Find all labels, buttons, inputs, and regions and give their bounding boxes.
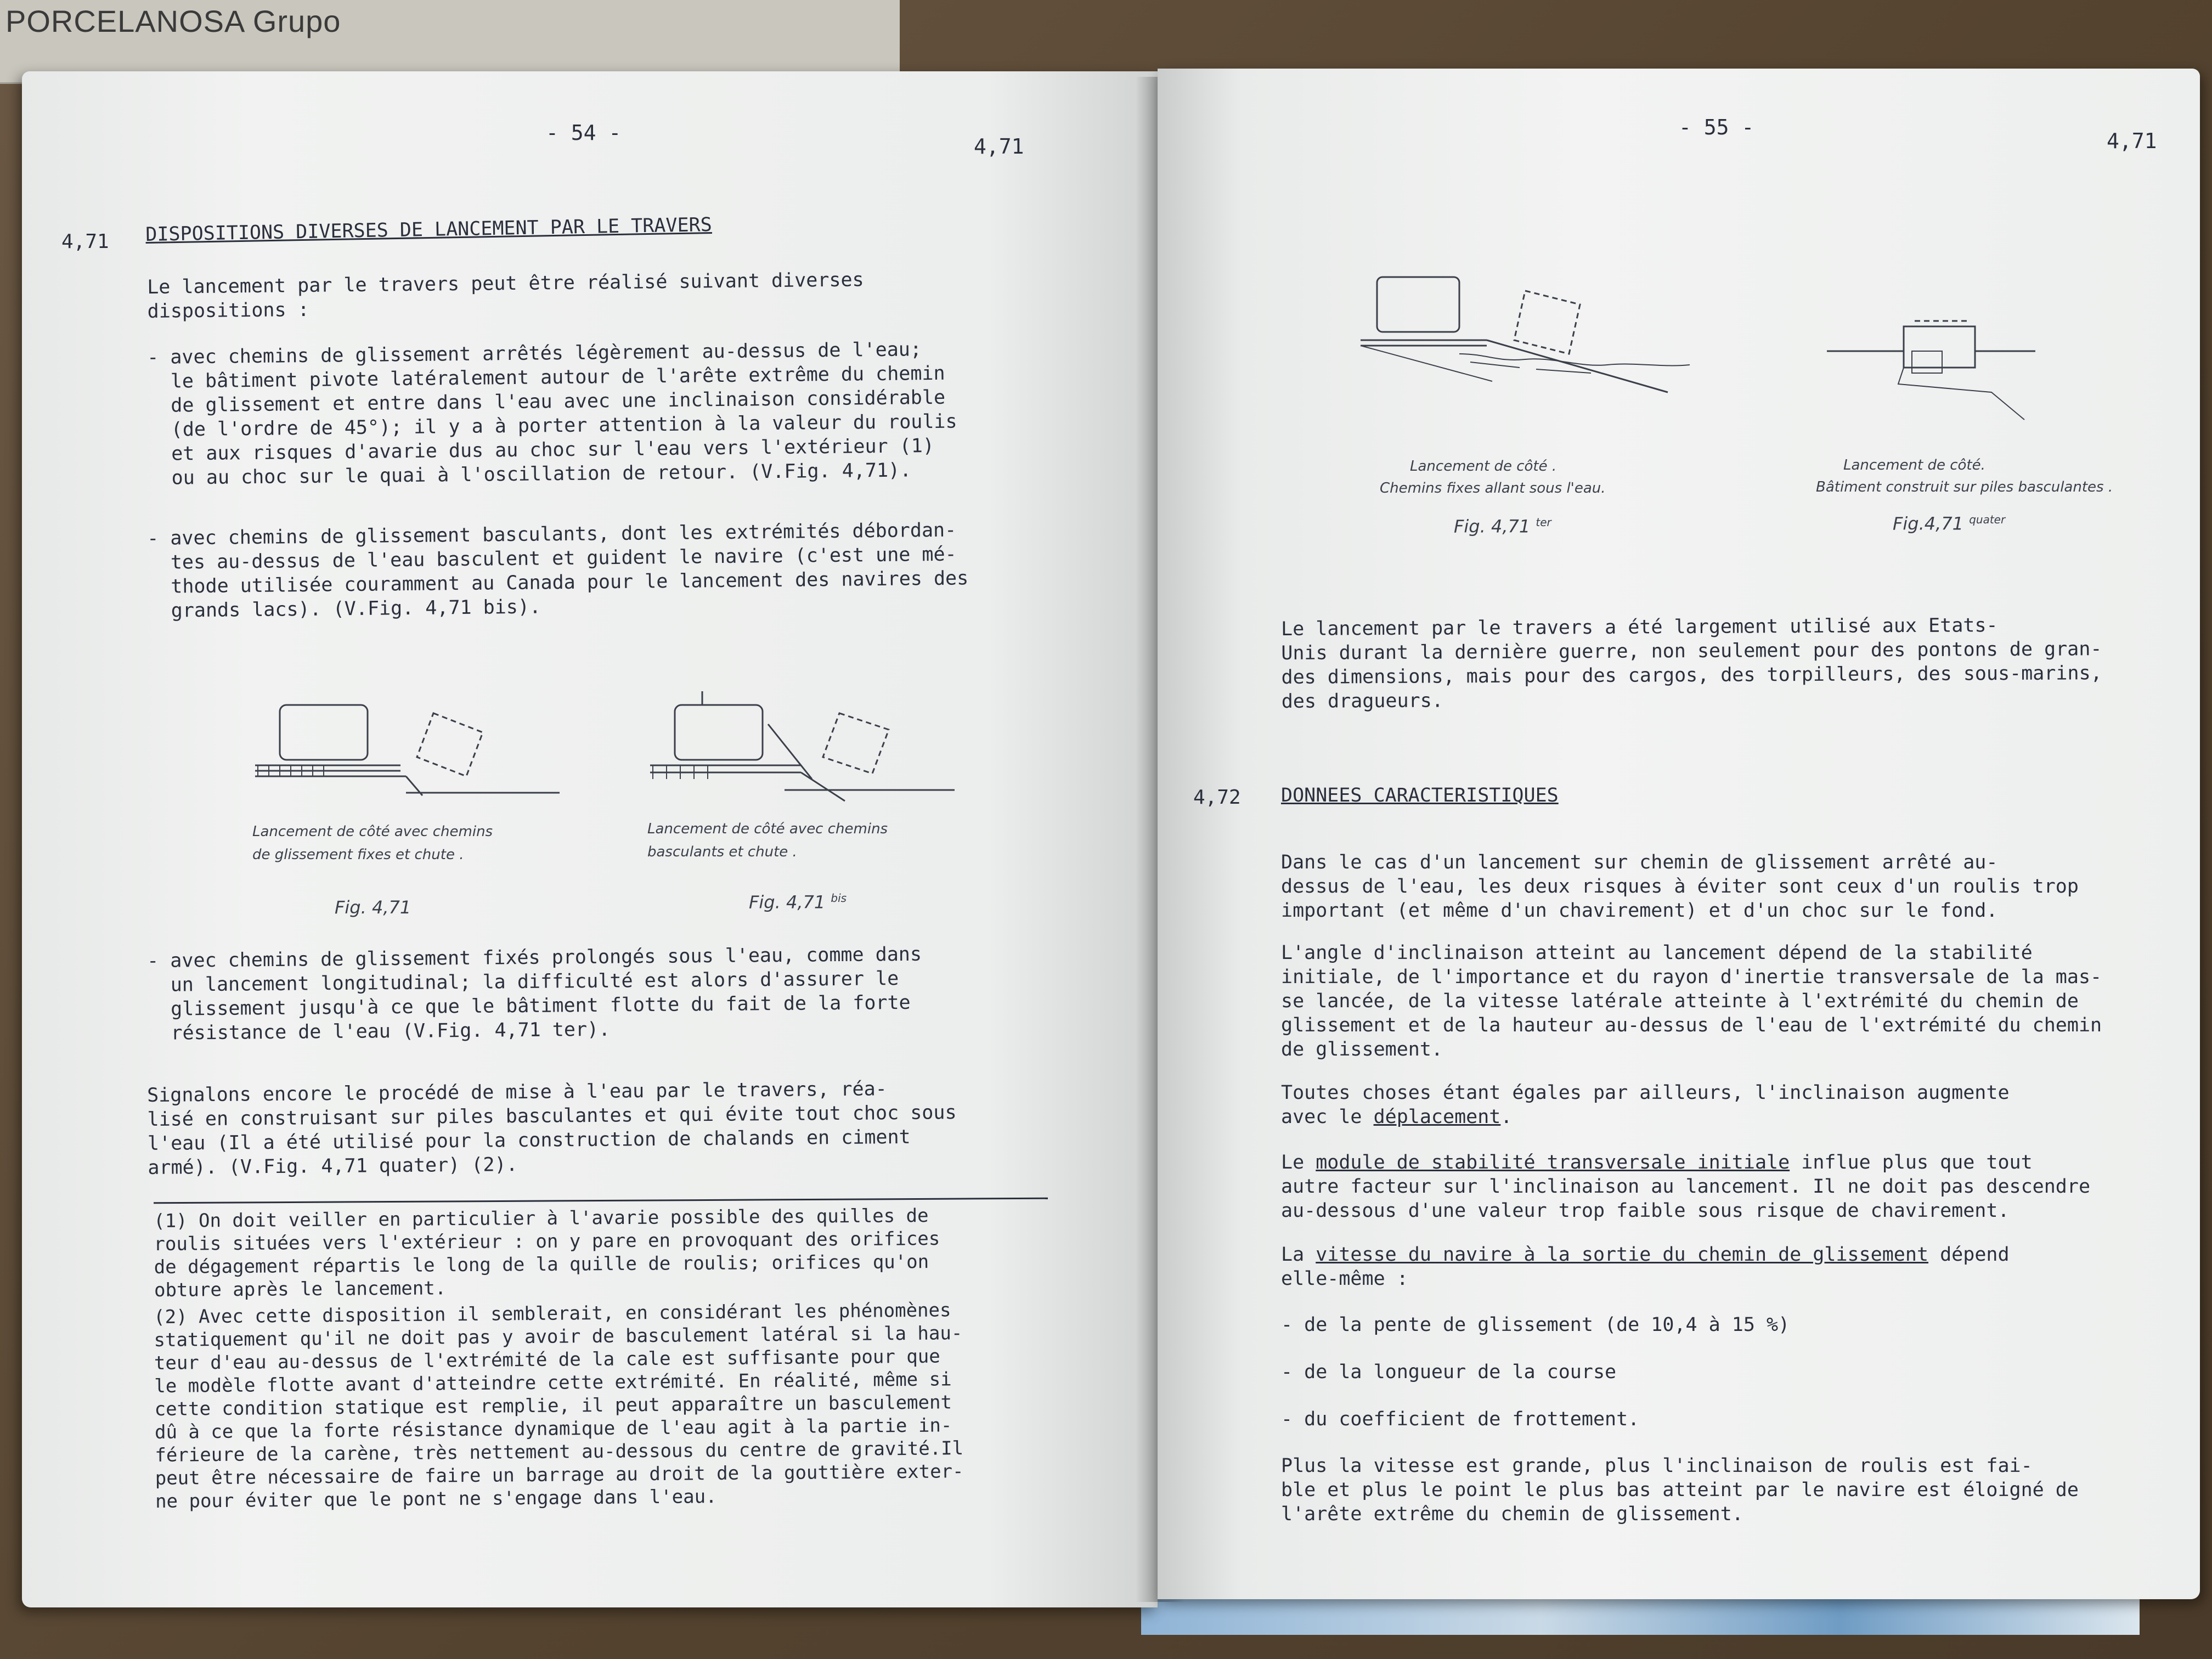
left-page [22, 71, 1158, 1607]
figure-4-71-ter-caption-2: Chemins fixes allant sous l'eau. [1380, 480, 1606, 496]
list-item-pente: - de la pente de glissement (de 10,4 à 15 %) [1281, 1314, 1790, 1336]
list-item-frottement: - du coefficient de frottement. [1281, 1408, 1640, 1430]
figure-4-71-quater-label [1893, 513, 2005, 534]
section-title: DONNEES CARACTERISTIQUES [1281, 785, 1559, 806]
paragraph-usa: Le lancement par le travers a été largement utilisé aux Etats- Unis durant la dernière guerre, non seulement pour des pontons de gran- des dimensions, mais pour des cargos, des torpilleurs, des sous-marins, des dragueurs. [1281, 614, 2102, 713]
page-number: - 54 - [546, 121, 622, 145]
footnote-2: (2) Avec cette disposition il semblerait, en considérant les phénomènes statiquement qu'il ne doit pas y avoir de basculement latéral si la hau- teur d'eau au-dessus de l'extrémité de la cale est suffisante pour que le modèle flotte avant d'atteindre cette extrémité. En réalité, même si cette condition statique est remplie, il peut apparaître un basculement dû à ce que la forte résistance dynamique de l'eau agit à la partie in- férieure de la carène, très nettement au-dessous du centre de gravité.Il peut être nécessaire de faire un barrage au droit de la gouttière exter- ne pour éviter que le pont ne s'engage dans l'eau. [154, 1299, 964, 1513]
page-ref: 4,71 [974, 134, 1024, 159]
figure-4-71-ter-caption-1: Lancement de côté . [1410, 458, 1557, 475]
paragraph-angle: L'angle d'inclinaison atteint au lancement dépend de la stabilité initiale, de l'importance et du rayon d'inertie transversale de la mas- se lancée, de la vitesse latérale atteinte à l'extrémité du chemin de glissement et de la hauteur au-dessus de l'eau de l'extrémité du chemin de glissement. [1281, 942, 2102, 1060]
figure-4-71-ter-label-text: Fig. 4,71 [1454, 516, 1531, 537]
toutes-line-2c: . [1500, 1106, 1513, 1128]
section-number: 4,71 [61, 230, 109, 253]
footnote-1: (1) On doit veiller en particulier à l'avarie possible des quilles de roulis situées vers l'extérieur : on y pare en provoquant des orifices de dégagement répartis le long de la quille de roulis; orifices qu'on obture après le lancement. [154, 1205, 940, 1301]
module-rest: autre facteur sur l'inclinaison au lancement. Il ne doit pas descendre au-dessous d'une valeur trop faible sous risque de chavirement. [1281, 1176, 2091, 1222]
paragraph-plus: Plus la vitesse est grande, plus l'inclinaison de roulis est fai- ble et plus le point le plus bas atteint par le navire est éloigné de l'arête extrême du chemin de glissement. [1281, 1455, 2079, 1525]
paragraph-toutes [1281, 1081, 2010, 1129]
section-title: DISPOSITIONS DIVERSES DE LANCEMENT PAR LE TRAVERS [145, 213, 713, 246]
toutes-underlined: déplacement [1373, 1106, 1501, 1128]
paragraph-signalons: Signalons encore le procédé de mise à l'eau par le travers, réa- lisé en construisant sur piles basculantes et qui évite tout choc sous l'eau (Il a été utilisé pour la construction de chalands en ciment armé). (V.Fig. 4,71 quater) (2). [147, 1078, 957, 1179]
figure-4-71-quater-sup: quater [1969, 513, 2006, 526]
figure-4-71-caption: Lancement de côté avec chemins de glissement fixes et chute . [252, 823, 493, 863]
module-line-1a: Le [1281, 1152, 1316, 1173]
module-line-1c: influe plus que tout [1790, 1152, 2033, 1173]
brand-logo-text: PORCELANOSA Grupo [5, 4, 341, 38]
figure-4-71-quater-caption-2: Bâtiment construit sur piles basculantes . [1816, 479, 2113, 495]
figure-4-71-quater-caption-1: Lancement de côté. [1843, 457, 1985, 473]
toutes-line-2a: avec le [1281, 1106, 1374, 1128]
figure-4-71-ter-drawing [1361, 272, 1690, 447]
vitesse-line-1c: dépend [1928, 1244, 2010, 1266]
footnote-rule [154, 1198, 1048, 1204]
figure-4-71-bis-caption: Lancement de côté avec chemins basculants et chute . [647, 821, 888, 860]
module-underlined: module de stabilité transversale initiale [1316, 1152, 1790, 1173]
paragraph-cas: Dans le cas d'un lancement sur chemin de glissement arrêté au- dessus de l'eau, les deux risques à éviter sont ceux d'un roulis trop important (et même d'un chavirement) et d'un choc sur le fond. [1281, 851, 2079, 922]
right-page [1158, 69, 2200, 1599]
item-fixed-ways: - avec chemins de glissement arrêtés légèrement au-dessus de l'eau; le bâtiment pivote latéralement autour de l'arête extrême du chemin de glissement et entre dans l'eau avec une inclinaison considérable (de l'ordre de 45°); il y a à porter attention à la valeur du roulis et aux risques d'avarie dus au choc sur l'eau vers l'extérieur (1) ou au choc sur le quai à l'oscillation de retour. (V.Fig. 4,71). [147, 338, 957, 489]
figure-4-71-ter-sup: ter [1536, 516, 1551, 529]
figure-4-71-quater-drawing [1827, 310, 2057, 453]
page-ref: 4,71 [2107, 129, 2157, 153]
vitesse-line-2: elle-même : [1281, 1268, 1408, 1290]
vitesse-underlined: vitesse du navire à la sortie du chemin de glissement [1316, 1244, 1929, 1266]
item-extended-ways: - avec chemins de glissement fixés prolongés sous l'eau, comme dans un lancement longitudinal; la difficulté est alors d'assurer le glissement jusqu'à ce que le bâtiment flotte du fait de la forte résistance de l'eau (V.Fig. 4,71 ter). [147, 943, 922, 1045]
list-item-longueur: - de la longueur de la course [1281, 1361, 1617, 1383]
vitesse-line-1a: La [1281, 1244, 1316, 1266]
figure-4-71-quater-label-text: Fig.4,71 [1893, 513, 1964, 534]
paragraph-module [1281, 1150, 2090, 1223]
item-tilting-ways: - avec chemins de glissement basculants, dont les extrémités débordan- tes au-dessus de l'eau basculent et guident le navire (c'est une mé- thode utilisée couramment au Canada pour le lancement des navires des grands lacs). (V.Fig. 4,71 bis). [147, 519, 969, 622]
toutes-line-1: Toutes choses étant égales par ailleurs, l'inclinaison augmente [1281, 1082, 2010, 1104]
figure-4-71-bis-label-text: Fig. 4,71 [749, 891, 826, 913]
figure-4-71-ter-label [1454, 516, 1551, 537]
intro-paragraph: Le lancement par le travers peut être réalisé suivant diverses dispositions : [147, 269, 864, 323]
paragraph-vitesse [1281, 1243, 2010, 1291]
page-number: - 55 - [1679, 115, 1754, 139]
figure-4-71-bis-sup: bis [831, 891, 847, 905]
figure-4-71-label: Fig. 4,71 [335, 897, 411, 918]
section-number: 4,72 [1193, 786, 1241, 809]
figure-4-71-bis-label [749, 891, 847, 913]
